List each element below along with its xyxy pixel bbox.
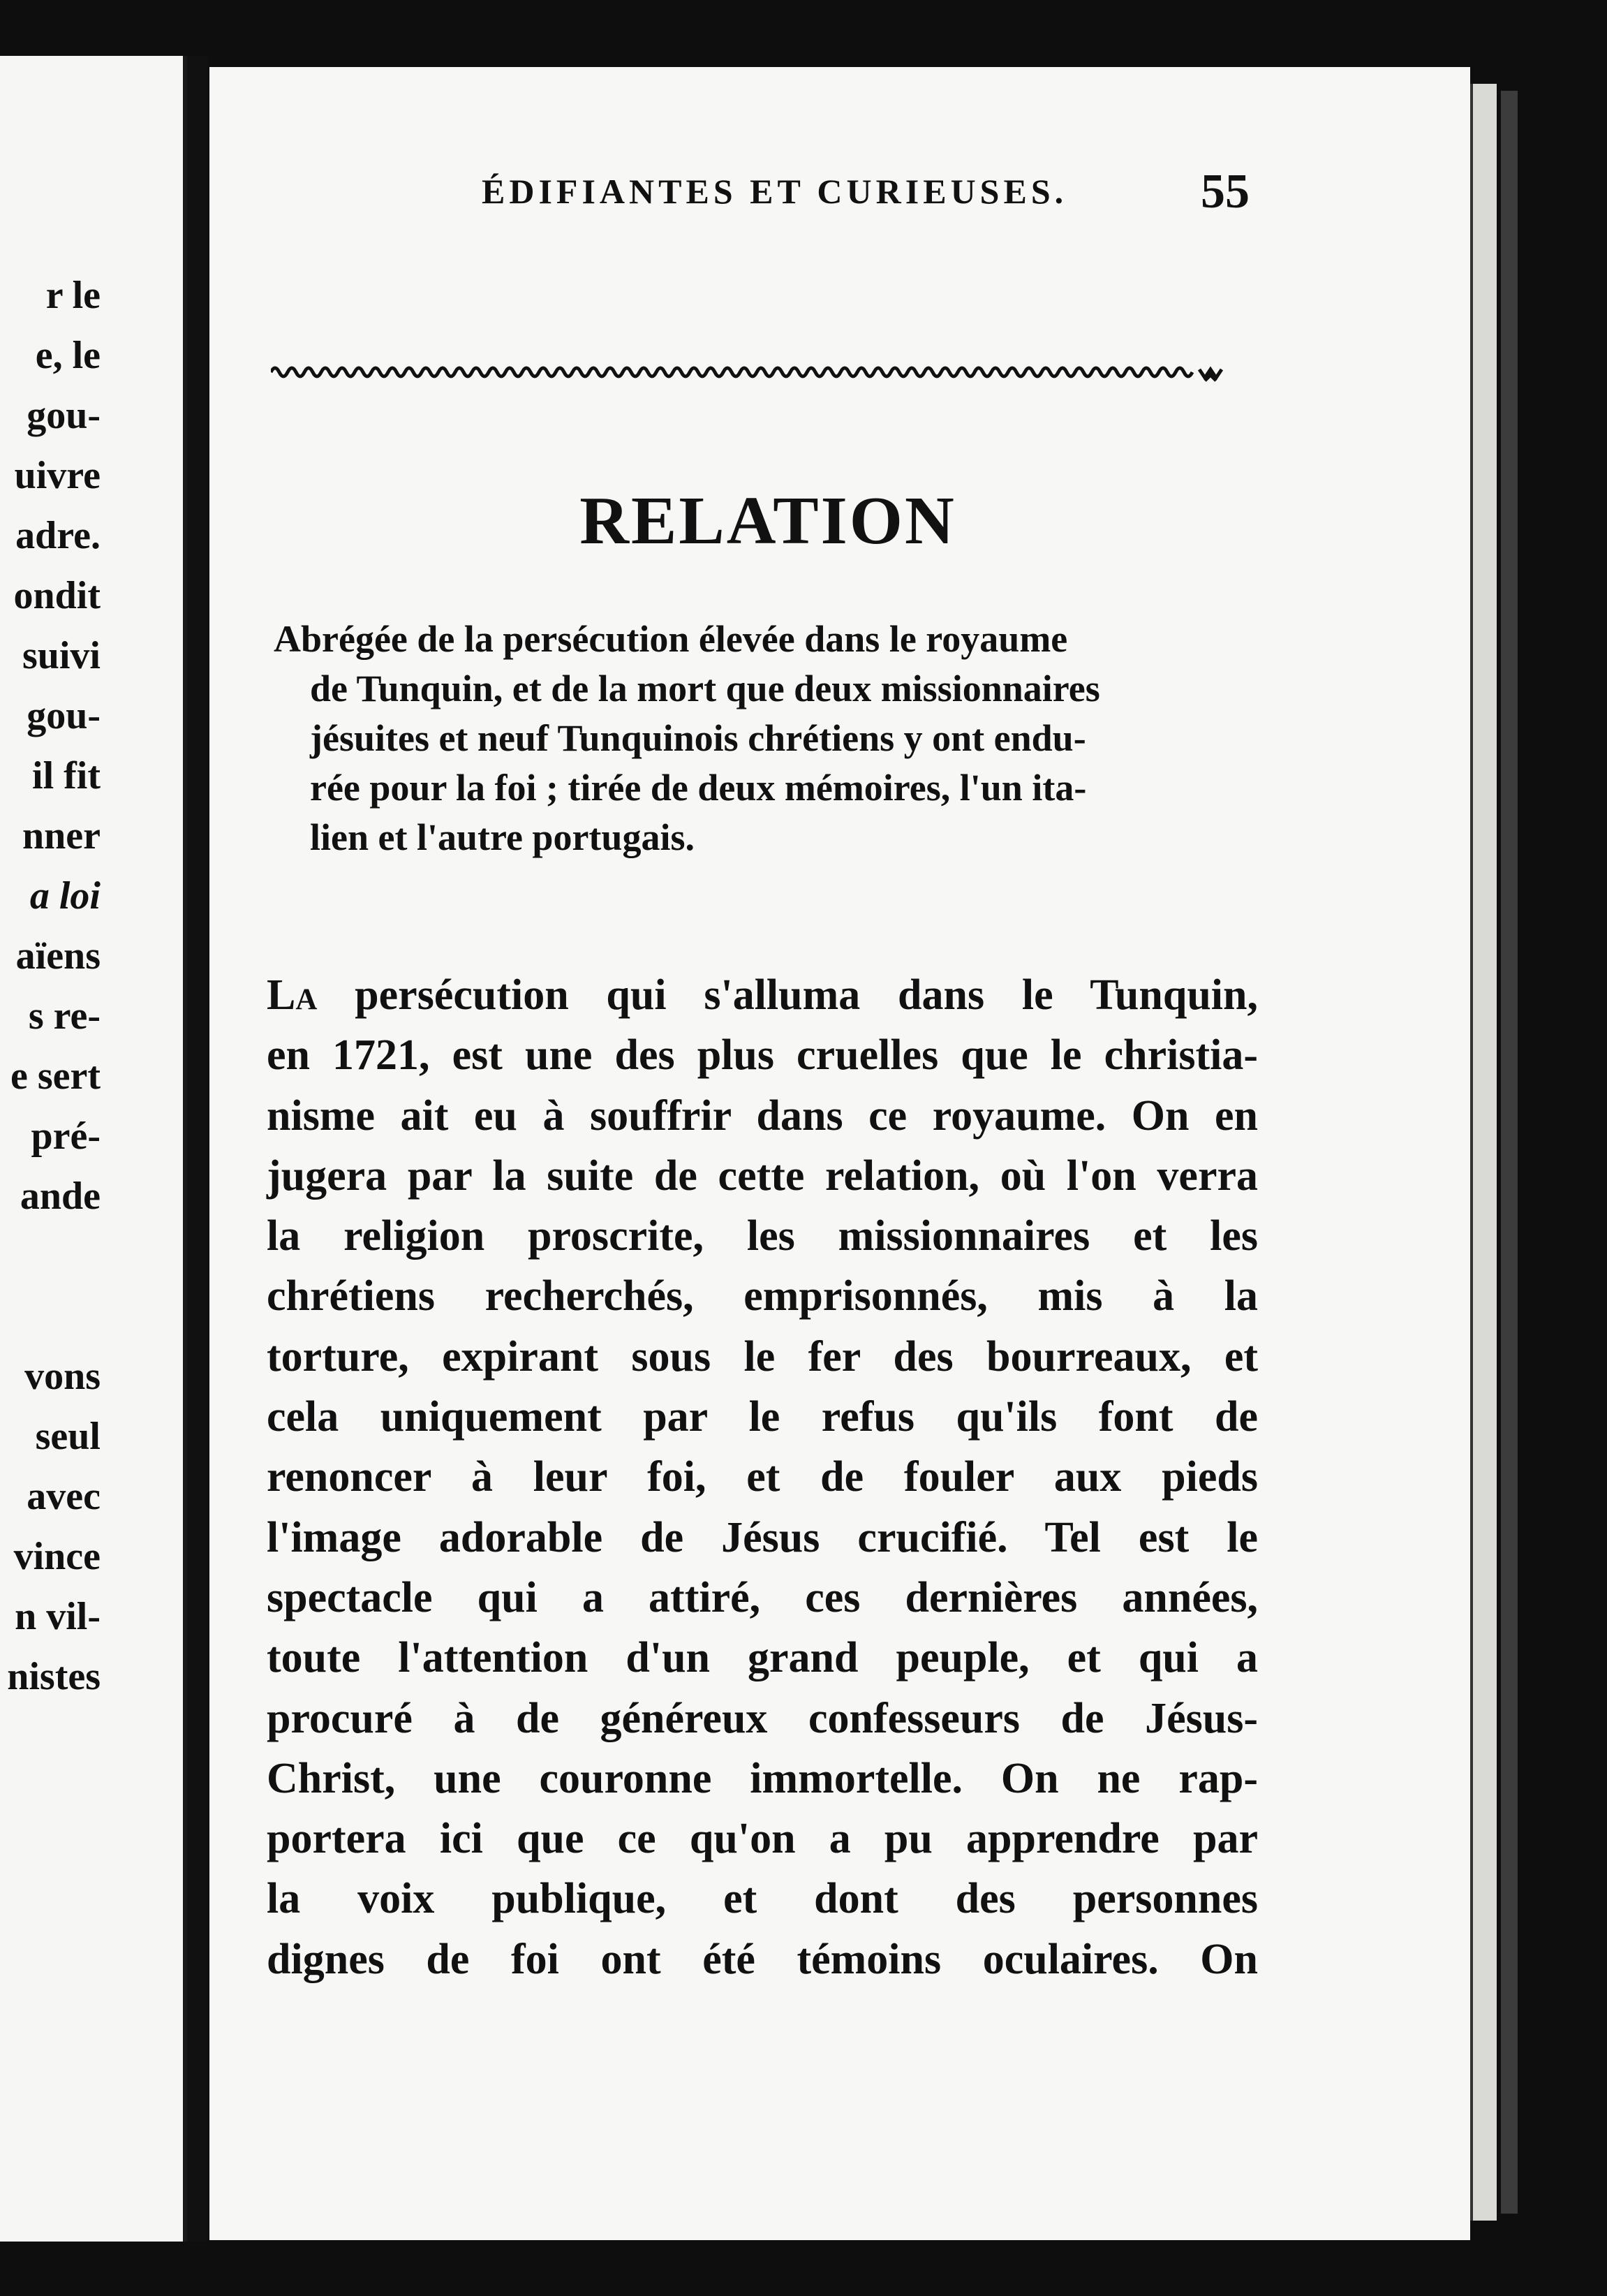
left-line: uivre xyxy=(14,454,101,497)
left-line: gou- xyxy=(27,694,101,737)
left-line: ondit xyxy=(13,574,101,617)
book-gutter xyxy=(187,56,208,2242)
left-page-text xyxy=(7,265,101,1707)
running-title: ÉDIFIANTES ET CURIEUSES. xyxy=(482,172,1068,211)
summary-paragraph xyxy=(274,615,1272,862)
body-line: jugera par la suite de cette relation, où l'on verra xyxy=(267,1151,1258,1200)
left-line: nner xyxy=(22,814,101,858)
left-line: e sert xyxy=(10,1054,101,1098)
left-line: suivi xyxy=(22,634,101,677)
left-line: avec xyxy=(27,1475,101,1518)
left-line: nistes xyxy=(7,1655,101,1698)
left-line: r le xyxy=(45,274,101,317)
summary-line: de Tunquin, et de la mort que deux missionnaires xyxy=(310,668,1100,709)
page-header xyxy=(272,164,1271,227)
left-line xyxy=(7,1286,101,1346)
body-line xyxy=(267,965,1258,1025)
left-line: seul xyxy=(35,1415,101,1458)
left-line: n vil- xyxy=(15,1595,101,1638)
cover-edge xyxy=(1501,91,1518,2214)
summary-line: Abrégée de la persécution élevée dans le royaume xyxy=(274,618,1068,660)
body-line: la religion proscrite, les missionnaires et les xyxy=(267,1212,1258,1260)
left-line: vince xyxy=(13,1535,101,1578)
summary-line: lien et l'autre portugais. xyxy=(310,816,695,858)
decorative-wavy-rule xyxy=(271,360,1234,388)
left-page-fragment xyxy=(0,56,187,2242)
page-edge xyxy=(1470,84,1497,2221)
left-line: gou- xyxy=(27,394,101,437)
body-line: spectacle qui a attiré, ces dernières années, xyxy=(267,1573,1258,1621)
body-line: torture, expirant sous le fer des bourreaux, et xyxy=(267,1332,1258,1381)
summary-line: jésuites et neuf Tunquinois chrétiens y ont endu- xyxy=(310,717,1086,759)
body-line: procuré à de généreux confesseurs de Jésus- xyxy=(267,1694,1258,1742)
left-line xyxy=(7,1226,101,1286)
left-line: s re- xyxy=(28,994,101,1038)
left-line: pré- xyxy=(31,1114,101,1158)
body-line: nisme ait eu à souffrir dans ce royaume. On en xyxy=(267,1091,1258,1140)
body-line: Christ, une couronne immortelle. On ne rap- xyxy=(267,1754,1258,1802)
left-line: vons xyxy=(24,1355,101,1398)
page-number: 55 xyxy=(1201,165,1250,219)
body-line: la voix publique, et dont des personnes xyxy=(267,1875,1258,1923)
body-line: chrétiens recherchés, emprisonnés, mis à la xyxy=(267,1272,1258,1320)
body-line: renoncer à leur foi, et de fouler aux pieds xyxy=(267,1453,1258,1501)
left-line: ande xyxy=(20,1175,101,1218)
body-paragraph xyxy=(267,965,1258,1989)
body-line: cela uniquement par le refus qu'ils font de xyxy=(267,1393,1258,1441)
body-line: dignes de foi ont été témoins oculaires. On xyxy=(267,1935,1258,1983)
first-line-text: persécution qui s'alluma dans le Tunquin, xyxy=(355,971,1259,1019)
dropcap: La xyxy=(267,971,318,1019)
left-line: a loi xyxy=(29,874,101,918)
body-line: toute l'attention d'un grand peuple, et qui a xyxy=(267,1634,1258,1682)
left-line: adre. xyxy=(15,514,101,557)
body-line: portera ici que ce qu'on a pu apprendre par xyxy=(267,1815,1258,1863)
left-line: e, le xyxy=(35,334,101,377)
summary-line: rée pour la foi ; tirée de deux mémoires, l'un ita- xyxy=(310,767,1087,809)
left-line: aïens xyxy=(15,934,101,978)
section-title: RELATION xyxy=(579,483,956,559)
left-line: il fit xyxy=(32,754,101,797)
body-line: en 1721, est une des plus cruelles que le christia- xyxy=(267,1031,1258,1080)
body-line: l'image adorable de Jésus crucifié. Tel est le xyxy=(267,1513,1258,1561)
